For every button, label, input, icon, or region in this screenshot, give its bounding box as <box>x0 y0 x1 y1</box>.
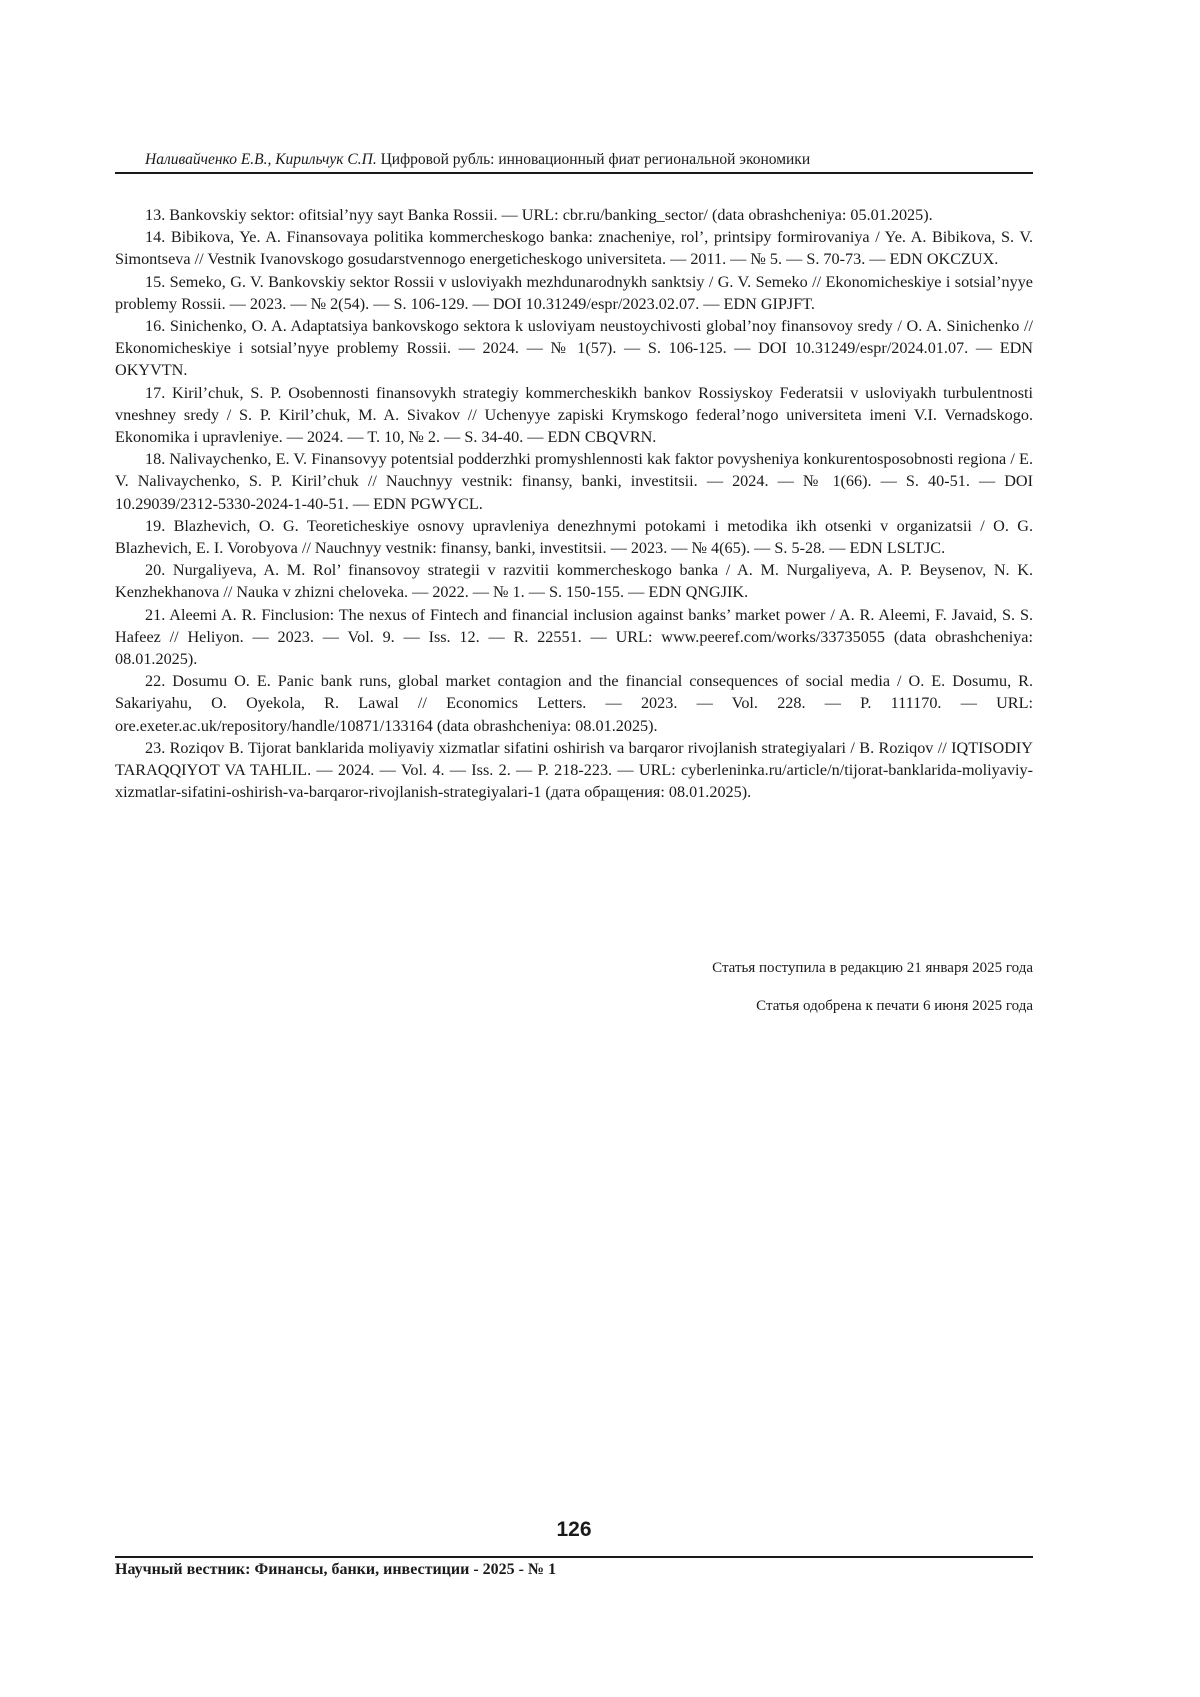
reference-item: 16. Sinichenko, O. A. Adaptatsiya bankovskogo sektora k usloviyam neustoychivosti global’noy finansovoy sredy / O. A. Sinichenko // Ekonomicheskiye i sotsial’nyye problemy Rossii. — 2024. — № 1(57). — S. 106-125. — DOI 10.31249/espr/2024.01.07. — EDN OKYVTN. <box>115 317 1033 380</box>
reference-item: 22. Dosumu O. E. Panic bank runs, global market contagion and the financial consequences of social media / O. E. Dosumu, R. Sakariyahu, O. Oyekola, R. Lawal // Economics Letters. — 2023. — Vol. 228. — P. 111170. — URL: ore.exeter.ac.uk/repository/handle/10871/133164 (data obrashcheniya: 08.01.2025). <box>115 672 1033 735</box>
approved-date-note: Статья одобрена к печати 6 июня 2025 года <box>756 998 1033 1014</box>
reference-item: 15. Semeko, G. V. Bankovskiy sektor Rossii v usloviyakh mezhdunarodnykh sanktsiy / G. V. Semeko // Ekonomicheskiye i sotsial’nyye problemy Rossii. — 2023. — № 2(54). — S. 106-129. — DOI 10.31249/espr/2023.02.07. — EDN GIPJFT. <box>115 272 1033 313</box>
reference-item: 14. Bibikova, Ye. A. Finansovaya politika kommercheskogo banka: znacheniye, rol’, printsipy formirovaniya / Ye. A. Bibikova, S. V. Simontseva // Vestnik Ivanovskogo gosudarstvennogo energeticheskogo universiteta. — 2011. — № 5. — S. 70-73. — EDN OKCZUX. <box>115 228 1033 269</box>
page-number: 126 <box>556 1518 592 1541</box>
reference-item: 21. Aleemi A. R. Finclusion: The nexus of Fintech and financial inclusion against banks’ market power / A. R. Aleemi, F. Javaid, S. S. Hafeez // Heliyon. — 2023. — Vol. 9. — Iss. 12. — R. 22551. — URL: www.peeref.com/works/33735055 (data obrashcheniya: 08.01.2025). <box>115 605 1033 669</box>
reference-item: 20. Nurgaliyeva, A. M. Rol’ finansovoy strategii v razvitii kommercheskogo banka / A. M. Nurgaliyeva, A. P. Beysenov, N. K. Kenzhekhanova // Nauka v zhizni cheloveka. — 2022. — № 1. — S. 150-155. — EDN QNGJIK. <box>115 561 1033 602</box>
footer-divider <box>115 1556 1033 1558</box>
header-title: Цифровой рубль: инновационный фиат региональной экономики <box>380 151 811 168</box>
header-authors: Наливайченко Е.В., Кирильчук С.П. <box>145 151 377 168</box>
reference-item: 17. Kiril’chuk, S. P. Osobennosti finansovykh strategiy kommercheskikh bankov Rossiyskoy Federatsii v usloviyakh turbulentnosti vneshney sredy / S. P. Kiril’chuk, M. A. Sivakov // Uchenyye zapiski Krymskogo federal’nogo universiteta imeni V.I. Vernadskogo. Ekonomika i upravleniye. — 2024. — T. 10, № 2. — S. 34-40. — EDN CBQVRN. <box>115 383 1033 447</box>
reference-list <box>115 204 1033 803</box>
journal-footer: Научный вестник: Финансы, банки, инвестиции - 2025 - № 1 <box>115 1561 557 1578</box>
received-date-note: Статья поступила в редакцию 21 января 2025 года <box>712 960 1033 976</box>
reference-item: 13. Bankovskiy sektor: ofitsial’nyy sayt Banka Rossii. — URL: cbr.ru/banking_sector/ (data obrashcheniya: 05.01.2025). <box>145 206 933 224</box>
reference-item: 23. Roziqov B. Tijorat banklarida moliyaviy xizmatlar sifatini oshirish va barqaror rivojlanish strategiyalari / B. Roziqov // IQTISODIY TARAQQIYOT VA TAHLIL. — 2024. — Vol. 4. — Iss. 2. — P. 218-223. — URL: cyberleninka.ru/article/n/tijorat-banklarida-moliyaviy-xizmatlar-sifatini-oshirish-va-barqaror-rivojlanish-strategiyalari-1 (дата обращения: 08.01.2025). <box>115 738 1033 802</box>
reference-item: 18. Nalivaychenko, E. V. Finansovyy potentsial podderzhki promyshlennosti kak faktor povysheniya konkurentosposobnosti regiona / E. V. Nalivaychenko, S. P. Kiril’chuk // Nauchnyy vestnik: finansy, banki, investitsii. — 2024. — № 1(66). — S. 40-51. — DOI 10.29039/2312-5330-2024-1-40-51. — EDN PGWYCL. <box>115 450 1033 513</box>
reference-item: 19. Blazhevich, O. G. Teoreticheskiye osnovy upravleniya denezhnymi potokami i metodika ikh otsenki v organizatsii / O. G. Blazhevich, E. I. Vorobyova // Nauchnyy vestnik: finansy, banki, investitsii. — 2023. — № 4(65). — S. 5-28. — EDN LSLTJC. <box>115 516 1033 558</box>
running-header <box>115 150 1033 174</box>
